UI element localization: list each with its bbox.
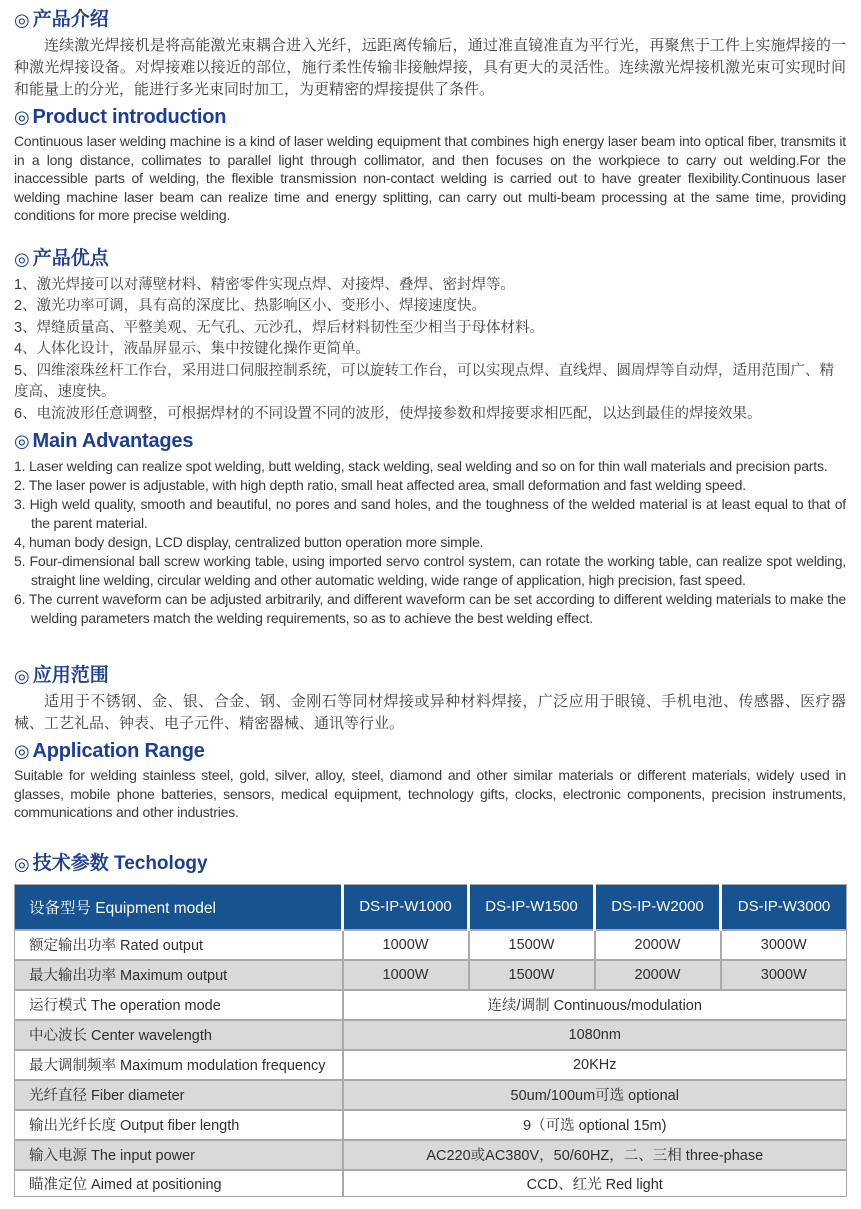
section-title-range-cn [14, 664, 846, 688]
spec-value: 1000W [343, 930, 469, 960]
spec-table [14, 884, 847, 1197]
list-item: 4、人体化设计，液晶屏显示、集中按键化操作更简单。 [14, 341, 371, 357]
advantages-cn-list [14, 275, 846, 426]
spec-value: 9（可选 optional 15m) [343, 1110, 847, 1140]
list-item: 1. Laser welding can realize spot welding, butt welding, stack welding, seal welding and so on for thin wall materials and precision parts. [14, 458, 828, 474]
section-title-text: 产品优点 [32, 247, 109, 269]
spec-label: 输入电源 The input power [15, 1140, 343, 1170]
spec-value: 50um/100um可选 optional [343, 1080, 847, 1110]
spec-header-model: DS-IP-W1000 [343, 884, 469, 930]
spec-value: 3000W [721, 960, 847, 990]
spec-value: 2000W [595, 930, 721, 960]
spec-header-model: DS-IP-W1500 [469, 884, 595, 930]
spec-label: 瞄准定位 Aimed at positioning [15, 1170, 343, 1197]
section-bullet-icon: ◎ [14, 10, 30, 30]
list-item: 2、激光功率可调，具有高的深度比、热影响区小、变形小、焊接速度快。 [14, 298, 487, 314]
spec-row-aimed-positioning [15, 1170, 847, 1197]
spec-label: 最大输出功率 Maximum output [15, 960, 343, 990]
section-title-text: Application Range [32, 740, 205, 762]
spec-label: 运行模式 The operation mode [15, 990, 343, 1020]
section-title-advantages-en [14, 429, 846, 453]
intro-en-paragraph: Continuous laser welding machine is a kind of laser welding equipment that combines high energy laser beam into optical fiber, transmits it in a long distance, collimates to parallel light through collimator, and then focuses on the workpiece to carry out welding.For the inaccessible parts of welding, the flexible transmission non-contact welding is carried out to have greater flexibility.Continuous laser welding machine laser beam can realize time and energy splitting, can carry out multi-beam processing at the same time, providing conditions for more precise welding. [14, 133, 846, 223]
list-item: 5、四维滚珠丝杆工作台，采用进口伺服控制系统，可以旋转工作台，可以实现点焊、直线焊、圆周焊等自动焊，适用范围广、精度高、速度快。 [14, 362, 835, 400]
list-item: 1、激光焊接可以对薄壁材料、精密零件实现点焊、对接焊、叠焊、密封焊等。 [14, 276, 516, 293]
spec-table-header-row [15, 884, 847, 930]
section-bullet-icon: ◎ [14, 741, 30, 761]
list-item: 3. High weld quality, smooth and beautiful, no pores and sand holes, and the toughness of the welded material is at least equal to that of the parent material. [14, 496, 846, 531]
spec-value: 2000W [595, 960, 721, 990]
section-title-text: Product introduction [32, 106, 227, 128]
spec-header-label: 设备型号 Equipment model [15, 884, 343, 930]
list-item: 4, human body design, LCD display, centralized button operation more simple. [14, 534, 484, 550]
section-bullet-icon: ◎ [14, 431, 30, 451]
spec-value: 1080nm [343, 1020, 847, 1050]
section-title-intro-en [14, 105, 846, 129]
spec-label: 输出光纤长度 Output fiber length [15, 1110, 343, 1140]
section-bullet-icon: ◎ [14, 107, 30, 127]
section-title-range-en [14, 739, 846, 763]
section-title-text: 应用范围 [32, 665, 109, 686]
spec-value: CCD、红光 Red light [343, 1170, 847, 1197]
spec-label: 最大调制频率 Maximum modulation frequency [15, 1050, 343, 1080]
spec-value: AC220或AC380V，50/60HZ，二、三相 three-phase [343, 1140, 847, 1170]
list-item: 2. The laser power is adjustable, with high depth ratio, small heat affected area, small deformation and fast welding speed. [14, 477, 746, 493]
spec-row-maximum-output [15, 960, 847, 990]
intro-cn-paragraph: 连续激光焊接机是将高能激光束耦合进入光纤，远距离传输后，通过准直镜准直为平行光，再聚焦于工件上实施焊接的一种激光焊接设备。对焊接难以接近的部位，施行柔性传输非接触焊接，具有更大的灵活性。连续激光焊接机激光束可实现时间和能量上的分光，能进行多光束同时加工，为更精密的焊接提供了条件。 [14, 37, 846, 98]
spec-value: 3000W [721, 930, 847, 960]
spec-row-input-power [15, 1140, 847, 1170]
spec-header-model: DS-IP-W2000 [595, 884, 721, 930]
range-cn-paragraph: 适用于不锈钢、金、银、合金、钢、金刚石等同材焊接或异种材料焊接，广泛应用于眼镜、手机电池、传感器、医疗器械、工艺礼品、钟表、电子元件、精密器械、通讯等行业。 [14, 693, 846, 732]
spec-value: 20KHz [343, 1050, 847, 1080]
spec-header-model: DS-IP-W3000 [721, 884, 847, 930]
spec-label: 额定输出功率 Rated output [15, 930, 343, 960]
spec-row-operation-mode [15, 990, 847, 1020]
section-title-text: Main Advantages [32, 430, 194, 452]
section-title-advantages-cn [14, 247, 846, 271]
spec-label: 光纤直径 Fiber diameter [15, 1080, 343, 1110]
section-bullet-icon: ◎ [14, 853, 30, 874]
spec-value: 连续/调制 Continuous/modulation [343, 990, 847, 1020]
section-title-specs [14, 852, 846, 876]
spec-label: 中心波长 Center wavelength [15, 1020, 343, 1050]
spec-value: 1500W [469, 930, 595, 960]
spec-value: 1500W [469, 960, 595, 990]
spec-row-rated-output [15, 930, 847, 960]
spec-row-fiber-diameter [15, 1080, 847, 1110]
list-item: 5. Four-dimensional ball screw working table, using imported servo control system, can rotate the working table, can realize spot welding, straight line welding, circular welding and other automatic welding, wide range of application, high precision, fast speed. [14, 553, 846, 588]
spec-row-modulation-frequency [15, 1050, 847, 1080]
list-item: 6. The current waveform can be adjusted arbitrarily, and different waveform can be set according to different welding materials to make the welding parameters match the welding requirements, so as to achieve the best welding effect. [14, 591, 846, 626]
section-bullet-icon: ◎ [14, 666, 30, 686]
section-title-intro-cn [14, 8, 846, 32]
spec-row-fiber-length [15, 1110, 847, 1140]
advantages-en-list [14, 457, 846, 628]
section-title-text: 技术参数 Techology [32, 852, 208, 874]
spec-value: 1000W [343, 960, 469, 990]
spec-row-center-wavelength [15, 1020, 847, 1050]
list-item: 3、焊缝质量高、平整美观、无气孔、元沙孔，焊后材料韧性至少相当于母体材料。 [14, 319, 545, 336]
section-title-text: 产品介绍 [32, 9, 109, 30]
section-bullet-icon: ◎ [14, 248, 30, 269]
range-en-paragraph: Suitable for welding stainless steel, gold, silver, alloy, steel, diamond and other similar materials or different materials, widely used in glasses, mobile phone batteries, sensors, medical equipment, technology gifts, clocks, electronic components, precision instruments, communications and other industries. [14, 767, 846, 820]
list-item: 6、电流波形任意调整，可根据焊材的不同设置不同的波形，使焊接参数和焊接要求相匹配，以达到最佳的焊接效果。 [14, 405, 762, 422]
